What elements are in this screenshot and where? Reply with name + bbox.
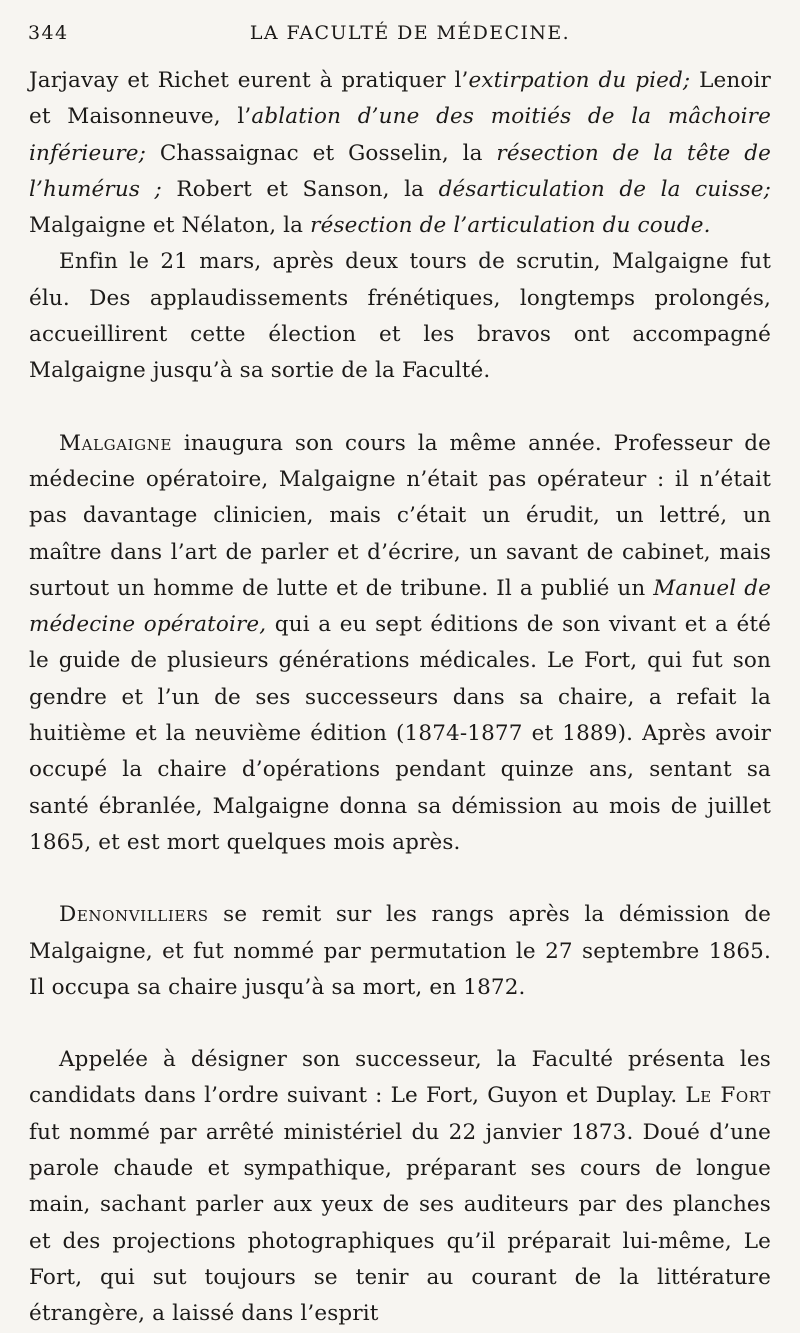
page-header	[18, 22, 782, 54]
italic-text: Manuel de médecine opératoire,	[29, 575, 771, 638]
page-number: 344	[28, 22, 69, 44]
italic-text: résection de l’articulation du coude.	[310, 213, 711, 239]
small-caps-name: Denonvilliers	[59, 902, 209, 928]
text-run: Malgaigne et Nélaton, la	[29, 213, 311, 239]
text-run: Appelée à désigner son successeur, la Faculté présenta les candidats dans l’ordre suivant : Le Fort, Guyon et Duplay.	[29, 1047, 771, 1109]
text-run: Enfin le 21 mars, après deux tours de scrutin, Malgaigne fut élu. Des applaudissements frénétiques, longtemps prolongés, accueillirent cette élection et les bravos ont accompagné Malgaigne jusqu’à sa sortie de la Faculté.	[29, 249, 771, 384]
paragraph-1	[29, 63, 771, 244]
text-run: Robert et Sanson, la	[161, 176, 439, 202]
running-title: LA FACULTÉ DE MÉDECINE.	[249, 22, 571, 44]
paragraph-3	[29, 426, 771, 862]
paragraph-4	[29, 897, 771, 1006]
small-caps-name: Malgaigne	[59, 430, 173, 456]
text-run: se remit sur les rangs après la démission de Malgaigne, et fut nommé par permutation le 27 septembre 1865. Il occupa sa chaire jusqu’à sa mort, en 1872.	[29, 902, 771, 1000]
text-run: Chassaignac et Gosselin, la	[146, 140, 497, 166]
text-run: Jarjavay et Richet eurent à pratiquer l’	[29, 68, 469, 93]
text-run: fut nommé par arrêté ministériel du 22 janvier 1873. Doué d’une parole chaude et sympathique, préparant ses cours de longue main, sachant parler aux yeux de ses auditeurs par des planches et des projections photographiques qu’il préparait lui-même, Le Fort, qui sut toujours se tenir au courant de la littérature étrangère, a laissé dans l’esprit	[29, 1119, 771, 1327]
text-run: Lenoir et Maisonneuve, l’	[29, 68, 771, 130]
paragraph-2	[29, 244, 771, 389]
italic-text: désarticulation de la cuisse;	[438, 176, 771, 202]
italic-text: ablation d’une des moitiés de la mâchoire inférieure;	[29, 104, 771, 166]
text-run: inaugura son cours la même année. Professeur de médecine opératoire, Malgaigne n’était pas opérateur : il n’était pas davantage clinicien, mais c’était un érudit, un lettré, un maître dans l’art de parler et d’écrire, un savant de cabinet, mais surtout un homme de lutte et de tribune. Il a publié un	[29, 430, 771, 601]
italic-text: résection de la tête de l’humérus ;	[29, 140, 771, 202]
text-run: qui a eu sept éditions de son vivant et a été le guide de plusieurs générations médicales. Le Fort, qui fut son gendre et l’un de ses successeurs dans sa chaire, a refait la huitième et la neuvième édition (1874-1877 et 1889). Après avoir occupé la chaire d’opérations pendant quinze ans, sentant sa santé ébranlée, Malgaigne donna sa démission au mois de juillet 1865, et est mort quelques mois après.	[29, 612, 771, 855]
text-body	[29, 63, 771, 1333]
small-caps-name: Le Fort	[685, 1083, 771, 1109]
italic-text: extirpation du pied;	[468, 68, 691, 93]
paragraph-5	[29, 1042, 771, 1332]
